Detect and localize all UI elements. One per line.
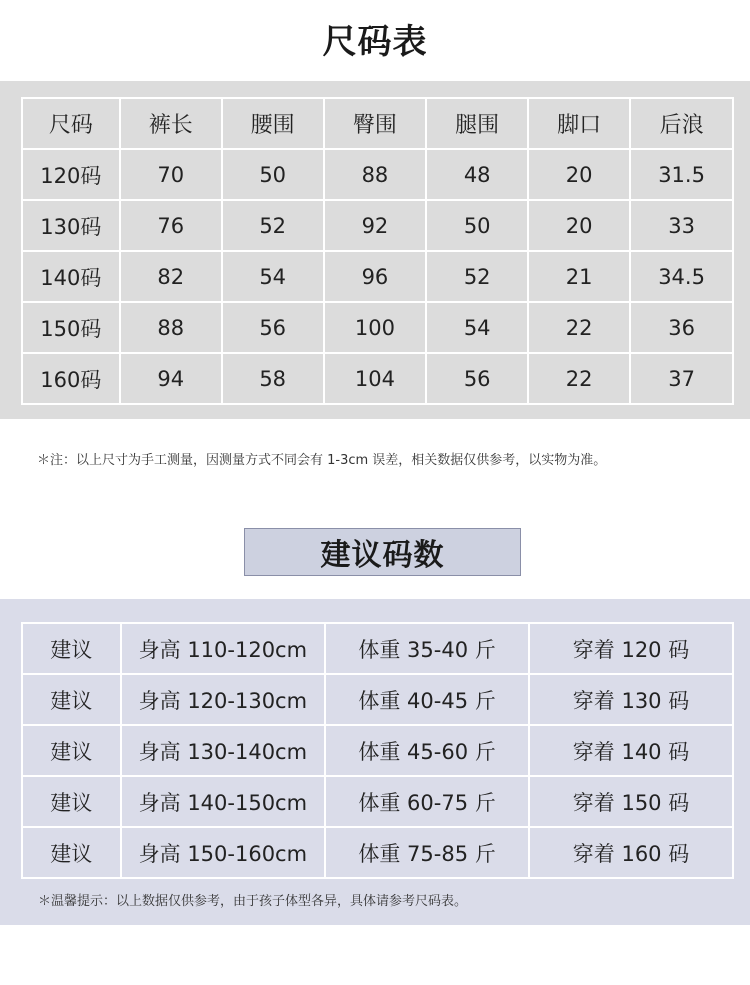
- value-cell: 100: [324, 302, 427, 353]
- size-chart-panel: [0, 81, 750, 419]
- size-chart-table: [21, 97, 734, 405]
- value-cell: 22: [528, 302, 630, 353]
- table-row: [22, 776, 733, 827]
- measurement-note: ＊注：以上尺寸为手工测量，因测量方式不同会有 1-3cm 误差，相关数据仅供参考，以实物为准。: [37, 453, 607, 468]
- value-cell: 31.5: [630, 149, 733, 200]
- recommend-label-cell: 建议: [22, 725, 121, 776]
- value-cell: 58: [222, 353, 324, 404]
- size-cell: 160码: [22, 353, 120, 404]
- table-row: [22, 353, 733, 404]
- value-cell: 50: [222, 149, 324, 200]
- wear-size-cell: 穿着 150 码: [529, 776, 733, 827]
- recommend-panel: [0, 599, 750, 925]
- size-chart-header-row: [22, 98, 733, 149]
- size-cell: 140码: [22, 251, 120, 302]
- table-row: [22, 251, 733, 302]
- value-cell: 20: [528, 149, 630, 200]
- wear-size-cell: 穿着 120 码: [529, 623, 733, 674]
- table-row: [22, 674, 733, 725]
- value-cell: 22: [528, 353, 630, 404]
- weight-cell: 体重 75-85 斤: [325, 827, 529, 878]
- value-cell: 82: [120, 251, 222, 302]
- table-row: [22, 623, 733, 674]
- table-row: [22, 827, 733, 878]
- recommend-label-cell: 建议: [22, 674, 121, 725]
- wear-size-cell: 穿着 140 码: [529, 725, 733, 776]
- value-cell: 54: [426, 302, 528, 353]
- value-cell: 33: [630, 200, 733, 251]
- value-cell: 88: [120, 302, 222, 353]
- header-cell: 尺码: [22, 98, 120, 149]
- wear-size-cell: 穿着 160 码: [529, 827, 733, 878]
- header-cell: 腰围: [222, 98, 324, 149]
- value-cell: 56: [426, 353, 528, 404]
- height-cell: 身高 130-140cm: [121, 725, 326, 776]
- header-cell: 腿围: [426, 98, 528, 149]
- value-cell: 92: [324, 200, 427, 251]
- value-cell: 20: [528, 200, 630, 251]
- height-cell: 身高 150-160cm: [121, 827, 326, 878]
- weight-cell: 体重 35-40 斤: [325, 623, 529, 674]
- table-row: [22, 200, 733, 251]
- value-cell: 48: [426, 149, 528, 200]
- weight-cell: 体重 40-45 斤: [325, 674, 529, 725]
- value-cell: 104: [324, 353, 427, 404]
- header-cell: 臀围: [324, 98, 427, 149]
- recommend-label-cell: 建议: [22, 827, 121, 878]
- value-cell: 94: [120, 353, 222, 404]
- recommend-table: [21, 622, 734, 879]
- value-cell: 52: [222, 200, 324, 251]
- value-cell: 52: [426, 251, 528, 302]
- recommend-title: 建议码数: [244, 528, 521, 576]
- recommend-label-cell: 建议: [22, 623, 121, 674]
- value-cell: 76: [120, 200, 222, 251]
- table-row: [22, 302, 733, 353]
- header-cell: 脚口: [528, 98, 630, 149]
- value-cell: 88: [324, 149, 427, 200]
- value-cell: 96: [324, 251, 427, 302]
- size-cell: 150码: [22, 302, 120, 353]
- page-title: 尺码表: [322, 22, 428, 62]
- height-cell: 身高 120-130cm: [121, 674, 326, 725]
- value-cell: 21: [528, 251, 630, 302]
- weight-cell: 体重 45-60 斤: [325, 725, 529, 776]
- tip-note: ＊温馨提示：以上数据仅供参考，由于孩子体型各异，具体请参考尺码表。: [38, 894, 468, 909]
- value-cell: 34.5: [630, 251, 733, 302]
- weight-cell: 体重 60-75 斤: [325, 776, 529, 827]
- value-cell: 54: [222, 251, 324, 302]
- size-cell: 120码: [22, 149, 120, 200]
- value-cell: 37: [630, 353, 733, 404]
- header-cell: 裤长: [120, 98, 222, 149]
- header-cell: 后浪: [630, 98, 733, 149]
- value-cell: 36: [630, 302, 733, 353]
- recommend-label-cell: 建议: [22, 776, 121, 827]
- value-cell: 56: [222, 302, 324, 353]
- wear-size-cell: 穿着 130 码: [529, 674, 733, 725]
- height-cell: 身高 140-150cm: [121, 776, 326, 827]
- size-cell: 130码: [22, 200, 120, 251]
- table-row: [22, 149, 733, 200]
- table-row: [22, 725, 733, 776]
- value-cell: 50: [426, 200, 528, 251]
- value-cell: 70: [120, 149, 222, 200]
- height-cell: 身高 110-120cm: [121, 623, 326, 674]
